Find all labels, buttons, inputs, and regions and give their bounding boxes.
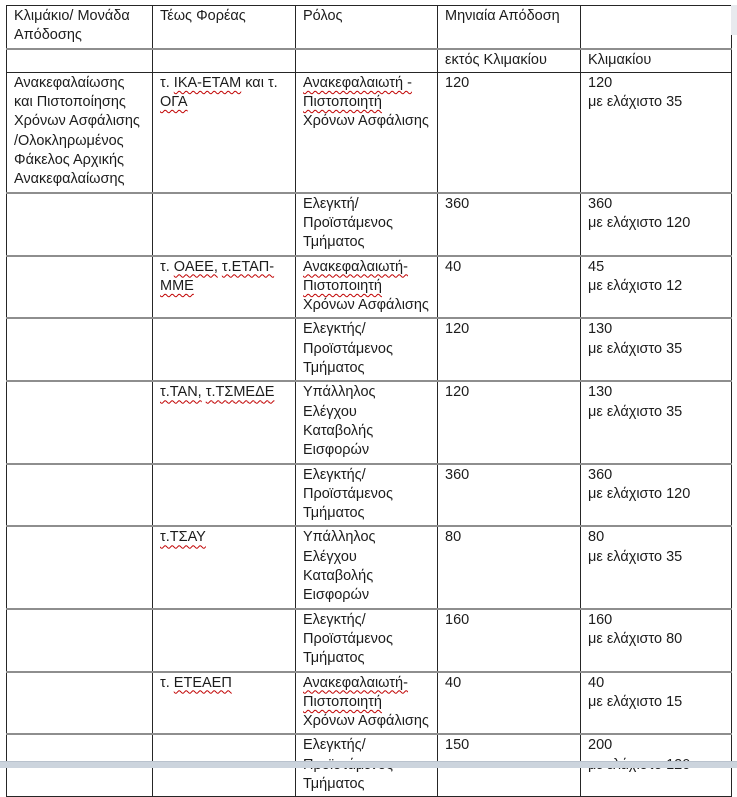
- misspelled-text: Ανακεφαλαιωτή -: [303, 74, 412, 91]
- cell-apodosi-ektos-klimakiou: [438, 318, 581, 381]
- text-run: 160: [588, 611, 613, 628]
- text-run: με ελάχιστο 35: [588, 548, 683, 565]
- data-row-1: [7, 72, 732, 192]
- text-run: 40: [445, 674, 462, 691]
- misspelled-text: τ.ΕΤΑΠ-: [221, 258, 275, 275]
- text-run: με ελάχιστο 120: [588, 485, 691, 502]
- cell-klimakio-monada-apodosis: [7, 193, 153, 256]
- text-run: εκτός Κλιμακίου: [445, 51, 547, 68]
- page-right-edge: [731, 5, 737, 35]
- data-row-4: [7, 318, 732, 381]
- text-run: με ελάχιστο 120: [588, 214, 691, 231]
- cell-rolos: [296, 464, 438, 527]
- text-run: Τμήματος: [303, 775, 365, 792]
- cell-apodosi-klimakiou: [581, 526, 732, 608]
- misspelled-text: ΕΤΕΑΕΠ: [173, 674, 232, 691]
- cell-apodosi-klimakiou: [581, 381, 732, 463]
- cell-rolos: [296, 72, 438, 192]
- data-row-7: [7, 526, 732, 608]
- text-run: τ.: [160, 674, 174, 691]
- text-run: Ανακεφαλαίωσης: [14, 74, 125, 91]
- text-run: Καταβολής: [303, 568, 374, 585]
- text-run: Τμήματος: [303, 360, 365, 377]
- misspelled-text: Πιστοποιητή: [303, 94, 382, 111]
- cell-apodosi-klimakiou: [581, 609, 732, 672]
- text-run: 120: [445, 74, 470, 91]
- text-run: τ.: [160, 258, 174, 275]
- text-run: Προϊστάμενος: [303, 630, 393, 647]
- text-run: Χρόνων Ασφάλισης: [14, 113, 140, 130]
- text-run: 160: [445, 611, 470, 628]
- cell-rolos: [296, 256, 438, 319]
- misspelled-text: ΟΓΑ: [160, 94, 188, 111]
- text-run: με ελάχιστο 12: [588, 277, 683, 294]
- document-page: [0, 5, 737, 792]
- cell-apodosi-ektos-klimakiou: [438, 381, 581, 463]
- text-run: /Ολοκληρωμένος: [14, 132, 124, 149]
- text-run: Κλιμάκιο/ Μονάδα: [14, 8, 130, 24]
- text-run: 120: [445, 321, 470, 338]
- text-run: Ελεγκτής/: [303, 466, 366, 483]
- data-row-8: [7, 609, 732, 672]
- text-run: Φάκελος Αρχικής: [14, 152, 125, 169]
- text-run: 40: [588, 674, 605, 691]
- text-run: Προϊστάμενος: [303, 214, 393, 231]
- monthly-performance-table: [6, 5, 732, 797]
- cell-klimakio-monada-apodosis: [7, 72, 153, 192]
- cell-apodosi-ektos-klimakiou: [438, 256, 581, 319]
- misspelled-text: Ανακεφαλαιωτή-: [303, 674, 408, 691]
- text-run: Χρόνων Ασφάλισης: [303, 113, 429, 130]
- misspelled-text: ΟΑΕΕ,: [173, 258, 218, 275]
- cell-teos-foreas: [153, 256, 296, 319]
- text-run: με ελάχιστο 80: [588, 630, 683, 647]
- text-run: 360: [588, 195, 613, 212]
- cell-apodosi-klimakiou: [581, 256, 732, 319]
- text-run: 80: [588, 529, 605, 546]
- data-row-9: [7, 672, 732, 735]
- cell-apodosi-ektos-klimakiou: [438, 672, 581, 735]
- misspelled-text: Ανακεφαλαιωτή-: [303, 258, 408, 275]
- text-run: Χρόνων Ασφάλισης: [303, 713, 429, 730]
- cell-klimakio-monada-apodosis: [7, 6, 153, 49]
- cell-apodosi-klimakiou: [581, 49, 732, 73]
- text-run: Τμήματος: [303, 650, 365, 667]
- text-run: Ελέγχου: [303, 403, 357, 420]
- text-run: Τμήματος: [303, 505, 365, 522]
- text-run: με ελάχιστο 35: [588, 403, 683, 420]
- text-run: Τμήματος: [303, 234, 365, 251]
- cell-teos-foreas: [153, 526, 296, 608]
- cell-teos-foreas: [153, 6, 296, 49]
- cell-rolos: [296, 6, 438, 49]
- text-run: Ελεγκτής/: [303, 321, 366, 338]
- text-run: και Πιστοποίησης: [14, 94, 126, 111]
- cell-teos-foreas: [153, 672, 296, 735]
- data-row-5: [7, 381, 732, 463]
- data-row-6: [7, 464, 732, 527]
- cell-rolos: [296, 609, 438, 672]
- text-run: Ελέγχου: [303, 548, 357, 565]
- text-run: 130: [588, 384, 613, 401]
- cell-rolos: [296, 193, 438, 256]
- text-run: 80: [445, 529, 462, 546]
- text-run: με ελάχιστο 35: [588, 94, 683, 111]
- cell-rolos: [296, 381, 438, 463]
- text-run: Ελεγκτής/: [303, 737, 366, 754]
- text-run: Προϊστάμενος: [303, 485, 393, 502]
- text-run: τ.: [160, 74, 174, 91]
- cell-teos-foreas: [153, 193, 296, 256]
- cell-apodosi-klimakiou: [581, 72, 732, 192]
- cell-rolos: [296, 526, 438, 608]
- text-run: 150: [445, 737, 470, 754]
- cell-klimakio-monada-apodosis: [7, 318, 153, 381]
- misspelled-text: τ.ΤΑΝ,: [160, 384, 202, 401]
- cell-apodosi-klimakiou: [581, 672, 732, 735]
- text-run: 130: [588, 321, 613, 338]
- cell-klimakio-monada-apodosis: [7, 526, 153, 608]
- text-run: Καταβολής: [303, 422, 374, 439]
- text-run: 360: [445, 466, 470, 483]
- cell-apodosi-ektos-klimakiou: [438, 6, 581, 49]
- cell-apodosi-klimakiou: [581, 318, 732, 381]
- cell-rolos: [296, 672, 438, 735]
- cell-klimakio-monada-apodosis: [7, 464, 153, 527]
- text-run: Ελεγκτή/: [303, 195, 359, 212]
- cell-apodosi-ektos-klimakiou: [438, 609, 581, 672]
- cell-klimakio-monada-apodosis: [7, 381, 153, 463]
- cell-teos-foreas: [153, 72, 296, 192]
- cell-apodosi-ektos-klimakiou: [438, 193, 581, 256]
- header-row-1: [7, 6, 732, 49]
- text-run: Τέως Φορέας: [160, 8, 246, 24]
- text-run: Υπάλληλος: [303, 529, 376, 546]
- text-run: Κλιμακίου: [588, 51, 652, 68]
- cell-apodosi-ektos-klimakiou: [438, 72, 581, 192]
- cell-klimakio-monada-apodosis: [7, 256, 153, 319]
- text-run: 45: [588, 258, 605, 275]
- text-run: 120: [588, 74, 613, 91]
- header-row-2: [7, 49, 732, 73]
- cell-teos-foreas: [153, 381, 296, 463]
- cell-klimakio-monada-apodosis: [7, 49, 153, 73]
- cell-teos-foreas: [153, 609, 296, 672]
- cell-rolos: [296, 49, 438, 73]
- text-run: Ανακεφαλαίωσης: [14, 171, 125, 188]
- data-row-2: [7, 193, 732, 256]
- cell-apodosi-klimakiou: [581, 464, 732, 527]
- misspelled-text: ΜΜΕ: [160, 277, 194, 294]
- text-run: Χρόνων Ασφάλισης: [303, 297, 429, 314]
- text-run: και τ.: [241, 74, 278, 91]
- page-bottom-edge: [0, 761, 737, 768]
- text-run: με ελάχιστο 35: [588, 340, 683, 357]
- cell-klimakio-monada-apodosis: [7, 609, 153, 672]
- cell-teos-foreas: [153, 49, 296, 73]
- text-run: 40: [445, 258, 462, 275]
- text-run: 360: [445, 195, 470, 212]
- cell-teos-foreas: [153, 318, 296, 381]
- text-run: 200: [588, 737, 613, 754]
- misspelled-text: ΙΚΑ-ΕΤΑΜ: [173, 74, 242, 91]
- data-row-3: [7, 256, 732, 319]
- cell-klimakio-monada-apodosis: [7, 672, 153, 735]
- cell-rolos: [296, 318, 438, 381]
- text-run: Απόδοσης: [14, 27, 82, 44]
- cell-apodosi-ektos-klimakiou: [438, 526, 581, 608]
- misspelled-text: τ.ΤΣΑΥ: [160, 529, 206, 546]
- misspelled-text: τ.ΤΣΜΕΔΕ: [205, 384, 275, 401]
- misspelled-text: Πιστοποιητή: [303, 693, 382, 710]
- text-run: Ρόλος: [303, 8, 343, 24]
- text-run: Ελεγκτής/: [303, 611, 366, 628]
- cell-apodosi-ektos-klimakiou: [438, 49, 581, 73]
- cell-apodosi-klimakiou: [581, 6, 732, 49]
- text-run: 360: [588, 466, 613, 483]
- cell-teos-foreas: [153, 464, 296, 527]
- text-run: Υπάλληλος: [303, 384, 376, 401]
- text-run: Προϊστάμενος: [303, 340, 393, 357]
- text-run: Εισφορών: [303, 587, 370, 604]
- text-run: Μηνιαία Απόδοση: [445, 8, 560, 24]
- misspelled-text: Πιστοποιητή: [303, 277, 382, 294]
- text-run: Εισφορών: [303, 442, 370, 459]
- text-run: με ελάχιστο 15: [588, 693, 683, 710]
- cell-apodosi-ektos-klimakiou: [438, 464, 581, 527]
- cell-apodosi-klimakiou: [581, 193, 732, 256]
- text-run: 120: [445, 384, 470, 401]
- table-body: [7, 6, 732, 797]
